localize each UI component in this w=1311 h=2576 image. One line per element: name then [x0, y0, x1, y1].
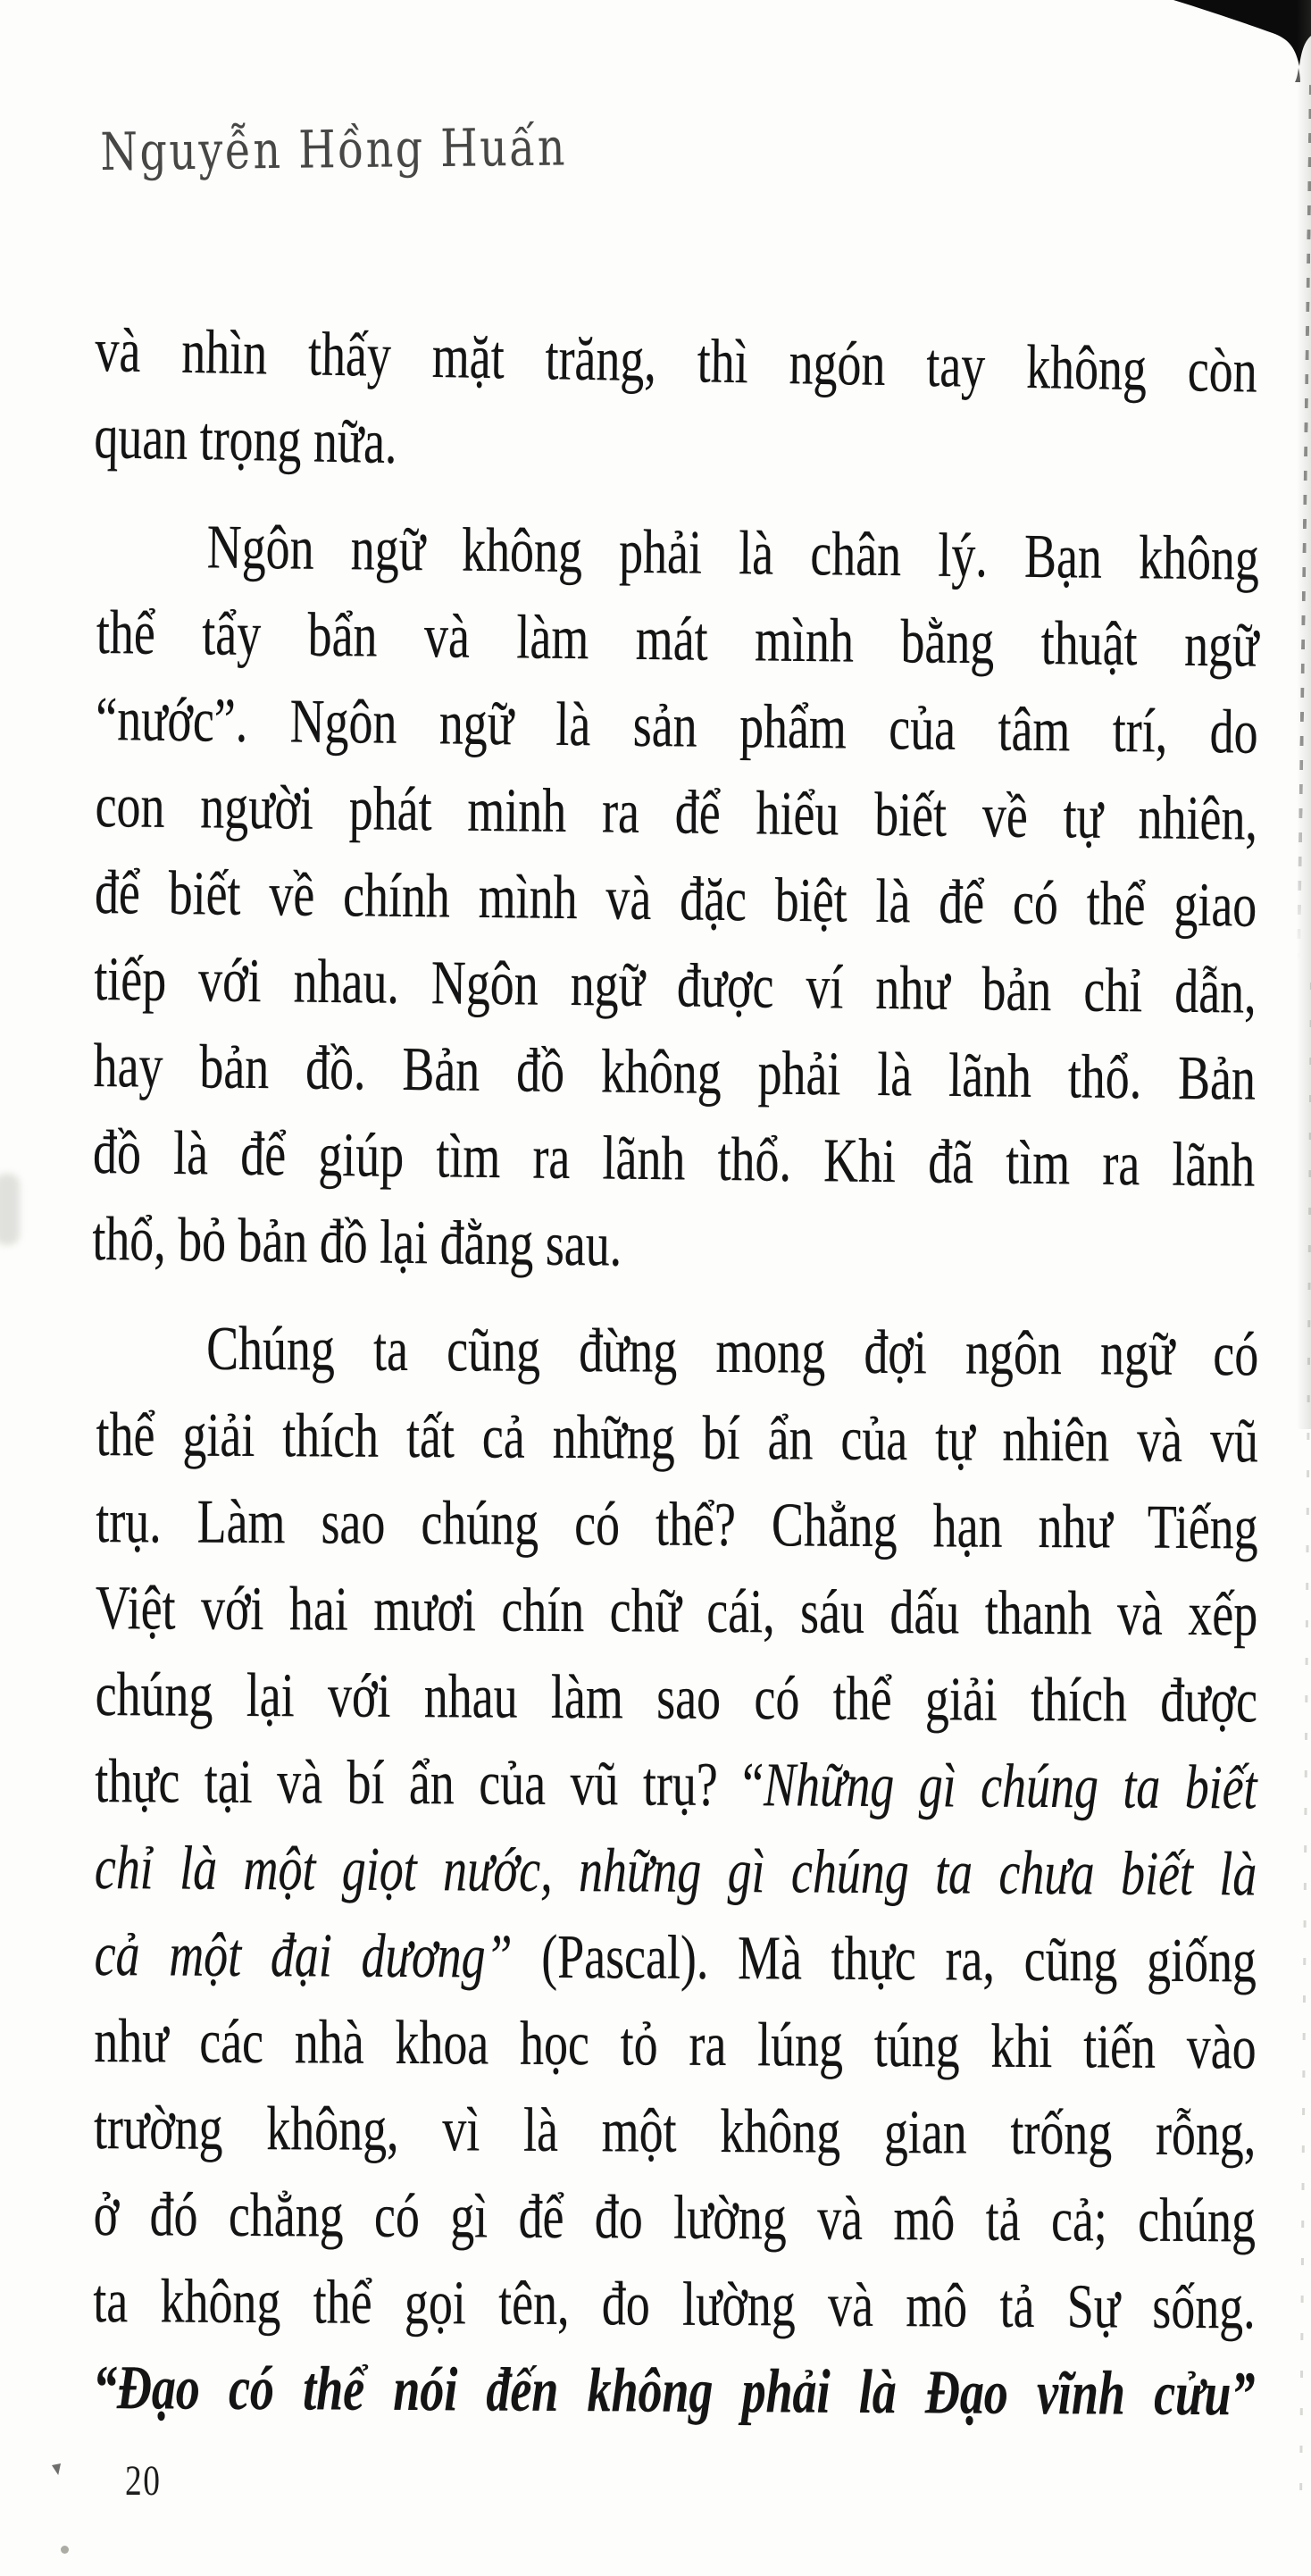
- text-line: hay bản đồ. Bản đồ không phải là lãnh thổ. Bản: [93, 1031, 1257, 1114]
- text-line: trường không, vì là một không gian trống rỗng,: [93, 2093, 1257, 2170]
- paragraph: [94, 307, 1257, 502]
- italic-segment: chỉ là một giọt nước, những gì chúng ta chưa biết là: [94, 1834, 1257, 1910]
- text-line: Chúng ta cũng đừng mong đợi ngôn ngữ có: [206, 1314, 1259, 1390]
- text-line: trụ. Làm sao chúng có thể? Chẳng hạn như Tiếng: [96, 1487, 1258, 1563]
- text-line: như các nhà khoa học tỏ ra lúng túng khi tiến vào: [94, 2006, 1257, 2083]
- page-number: 20: [125, 2457, 162, 2505]
- running-header-author: Nguyễn Hồng Huấn: [100, 116, 568, 182]
- paragraph: [92, 503, 1259, 1296]
- text-line: và nhìn thấy mặt trăng, thì ngón tay không còn: [95, 316, 1258, 406]
- left-edge-smudge: [0, 1174, 20, 1245]
- roman-segment: thực tại và bí ẩn của vũ trụ? “: [95, 1747, 764, 1820]
- text-line: tiếp với nhau. Ngôn ngữ được ví như bản chỉ dẫn,: [94, 944, 1257, 1027]
- paragraph: [93, 1305, 1259, 2438]
- text-line: “nước”. Ngôn ngữ là sản phẩm của tâm trí, do: [96, 685, 1258, 767]
- text-line: ở đó chẳng có gì để đo lường và mô tả cả; chúng: [93, 2179, 1257, 2256]
- text-line: để biết về chính mình và đặc biệt là để có thể giao: [94, 858, 1257, 941]
- text-line: quan trọng nữa.: [94, 402, 397, 478]
- text-line: con người phát minh ra để hiểu biết về tự nhiên,: [95, 772, 1258, 854]
- text-line: chúng lại với nhau làm sao có thể giải thích được: [95, 1660, 1258, 1736]
- text-line-tao-quote: “Đạo có thể nói đến không phải là Đạo vĩnh cửu”: [92, 2353, 1256, 2430]
- text-line: ta không thể gọi tên, đo lường và mô tả Sự sống.: [93, 2266, 1256, 2343]
- text-line: đồ là để giúp tìm ra lãnh thổ. Khi đã tìm ra lãnh: [92, 1117, 1256, 1200]
- text-line: thể tẩy bẩn và làm mát mình bằng thuật ngữ: [96, 598, 1259, 681]
- italic-segment: Những gì chúng ta biết: [764, 1751, 1257, 1823]
- text-line: Ngôn ngữ không phải là chân lý. Bạn không: [206, 513, 1260, 594]
- ink-speck: [61, 2546, 69, 2554]
- text-line: Việt với hai mươi chín chữ cái, sáu dấu thanh và xếp: [95, 1574, 1258, 1650]
- folded-corner-artifact: [1168, 0, 1311, 82]
- roman-segment: (Pascal). Mà thực ra, cũng giống: [512, 1922, 1257, 1996]
- text-line: thổ, bỏ bản đồ lại đằng sau.: [92, 1204, 622, 1280]
- ink-speck: [52, 2463, 61, 2475]
- body-text: [92, 307, 1260, 2431]
- text-line-quote-mid: [95, 1825, 1257, 1918]
- text-line-quote-start: [95, 1738, 1257, 1831]
- italic-segment: cả một đại dương”: [94, 1919, 513, 1992]
- text-line: thể giải thích tất cả những bí ẩn của tự nhiên và vũ: [96, 1401, 1259, 1476]
- text-line-quote-end: [95, 1911, 1257, 2004]
